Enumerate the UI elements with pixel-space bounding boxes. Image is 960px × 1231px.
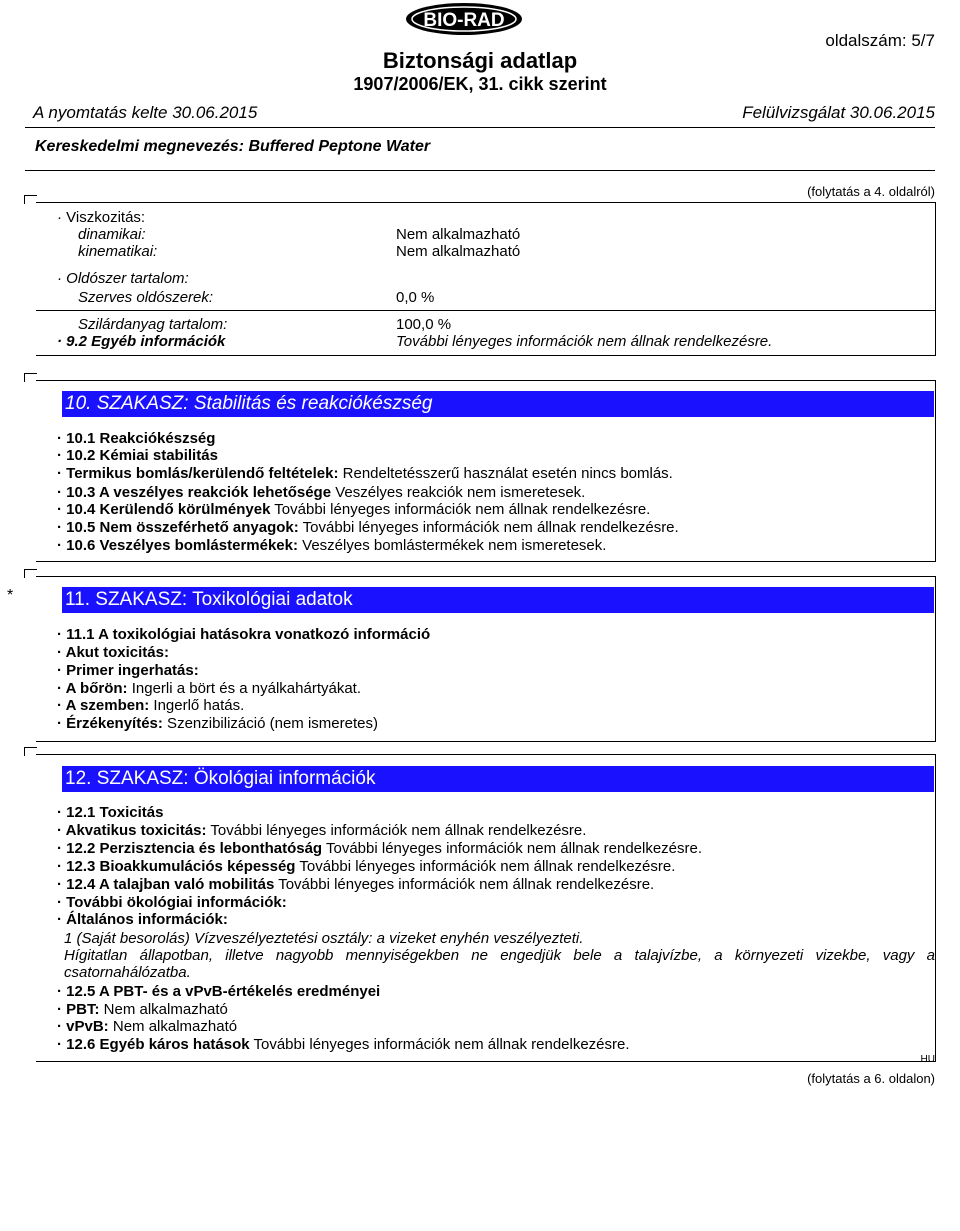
section10-heading: 10. SZAKASZ: Stabilitás és reakciókészség <box>62 391 934 417</box>
s12-mobility: · 12.4 A talajban való mobilitás További lényeges információk nem állnak rendelkezésre. <box>57 876 655 893</box>
s12-pbt: · PBT: Nem alkalmazható <box>57 1001 228 1018</box>
document-title: Biztonsági adatlap <box>382 48 578 73</box>
s12-bioaccumulation: · 12.3 Bioakkumulációs képesség További lényeges információk nem állnak rendelkezésre. <box>57 858 676 875</box>
s10-decomposition: · 10.6 Veszélyes bomlástermékek: Veszélyes bomlástermékek nem ismeretesek. <box>57 537 607 554</box>
s12-water-hazard: 1 (Saját besorolás) Vízveszélyeztetési osztály: a vizeket enyhén veszélyezteti. <box>64 930 584 947</box>
s11-sensitization: · Érzékenyítés: Szenzibilizáció (nem ismeretes) <box>57 715 378 732</box>
kinematic-value: Nem alkalmazható <box>396 243 521 260</box>
s11-acute: · Akut toxicitás: <box>57 644 169 661</box>
svg-text:BIO-RAD: BIO-RAD <box>423 10 505 31</box>
s10-thermal: · Termikus bomlás/kerülendő feltételek: Rendeltetésszerű használat esetén nincs bomlás. <box>57 465 673 482</box>
continued-to: (folytatás a 6. oldalon) <box>807 1071 935 1086</box>
s10-conditions: · 10.4 Kerülendő körülmények További lényeges információk nem állnak rendelkezésre. <box>57 501 651 518</box>
s10-reactivity: · 10.1 Reakciókészség <box>57 430 216 447</box>
s11-primary: · Primer ingerhatás: <box>57 662 199 679</box>
s12-persistence: · 12.2 Perzisztencia és lebonthatóság További lényeges információk nem állnak rendelkezésre. <box>57 840 703 857</box>
s12-general: · Általános információk: <box>57 911 228 928</box>
solvent-label: · Oldószer tartalom: <box>57 270 189 287</box>
other-info-label: · 9.2 Egyéb információk <box>57 333 226 350</box>
document-subtitle: 1907/2006/EK, 31. cikk szerint <box>353 74 607 94</box>
section12-heading: 12. SZAKASZ: Ökológiai információk <box>62 766 934 792</box>
s12-groundwater: Hígitatlan állapotban, illetve nagyobb mennyiségekben ne engedjük bele a talajvízbe, a környezeti vizekbe, vagy a csatornahálózatba. <box>64 947 935 981</box>
trade-name: Kereskedelmi megnevezés: Buffered Peptone Water <box>35 138 431 155</box>
revision-date: Felülvizsgálat 30.06.2015 <box>742 103 935 122</box>
organic-solvents-value: 0,0 % <box>396 289 435 306</box>
print-date: A nyomtatás kelte 30.06.2015 <box>33 103 258 122</box>
s12-pbt-assessment: · 12.5 A PBT- és a vPvB-értékelés eredményei <box>57 983 381 1000</box>
s10-hazardous-reactions: · 10.3 A veszélyes reakciók lehetősége Veszélyes reakciók nem ismeretesek. <box>57 484 586 501</box>
solids-label: Szilárdanyag tartalom: <box>78 316 228 333</box>
s12-further: · További ökológiai információk: <box>57 894 287 911</box>
s11-eye: · A szemben: Ingerlő hatás. <box>57 697 245 714</box>
other-info-value: További lényeges információk nem állnak rendelkezésre. <box>396 333 773 350</box>
s10-stability: · 10.2 Kémiai stabilitás <box>57 447 218 464</box>
solvent-divider <box>36 310 936 311</box>
viscosity-label: · Viszkozitás: <box>57 209 146 226</box>
s12-toxicity: · 12.1 Toxicitás <box>57 804 164 821</box>
section11-heading: 11. SZAKASZ: Toxikológiai adatok <box>62 587 934 613</box>
revision-asterisk: * <box>7 587 14 604</box>
trade-divider <box>25 170 935 171</box>
organic-solvents-label: Szerves oldószerek: <box>78 289 214 306</box>
s11-skin: · A bőrön: Ingerli a bört és a nyálkahártyákat. <box>57 680 362 697</box>
s12-other-effects: · 12.6 Egyéb káros hatások További lényeges információk nem állnak rendelkezésre. <box>57 1036 630 1053</box>
continued-from: (folytatás a 4. oldalról) <box>807 184 935 199</box>
kinematic-label: kinematikai: <box>78 243 158 260</box>
dynamic-label: dinamikai: <box>78 226 146 243</box>
solids-value: 100,0 % <box>396 316 452 333</box>
header-divider <box>25 127 935 128</box>
s12-aquatic: · Akvatikus toxicitás: További lényeges információk nem állnak rendelkezésre. <box>57 822 587 839</box>
bio-rad-logo <box>405 2 523 36</box>
s10-incompatible: · 10.5 Nem összeférhető anyagok: További lényeges információk nem állnak rendelkezésre. <box>57 519 679 536</box>
language-code: HU <box>920 1054 935 1065</box>
s11-info: · 11.1 A toxikológiai hatásokra vonatkozó információ <box>57 626 431 643</box>
s12-vpvb: · vPvB: Nem alkalmazható <box>57 1018 238 1035</box>
dynamic-value: Nem alkalmazható <box>396 226 521 243</box>
page-number: oldalszám: 5/7 <box>825 31 935 50</box>
